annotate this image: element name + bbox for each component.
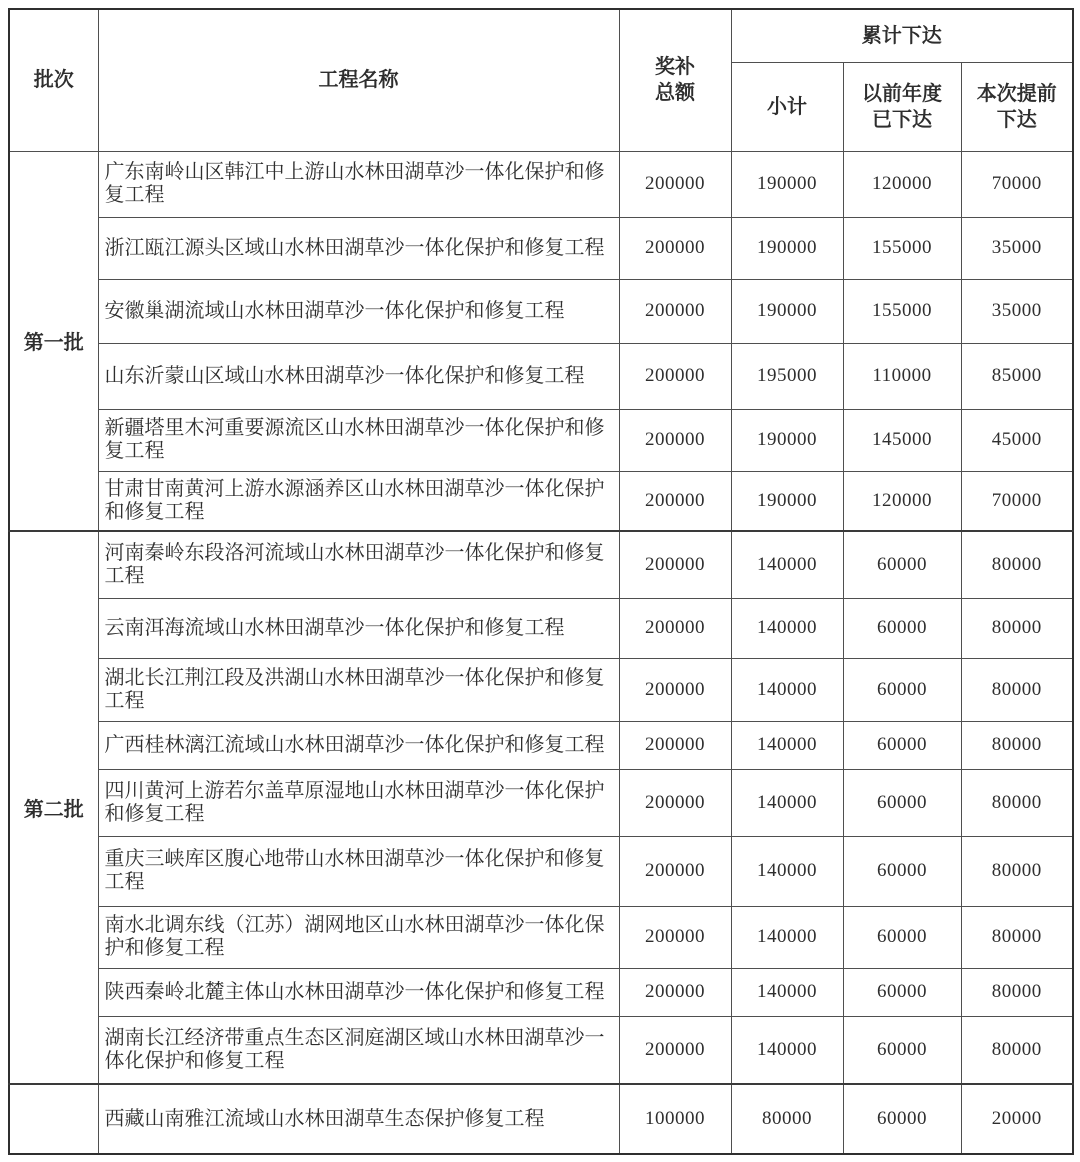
- col-header-current-line2: 下达: [996, 108, 1037, 131]
- total-amount-cell: 200000: [619, 906, 731, 968]
- project-name-cell: 山东沂蒙山区域山水林田湖草沙一体化保护和修复工程: [98, 343, 619, 409]
- current-advance-cell: 80000: [961, 769, 1073, 836]
- subtotal-cell: 190000: [731, 471, 843, 531]
- current-advance-cell: 80000: [961, 721, 1073, 769]
- total-amount-cell: 200000: [619, 151, 731, 217]
- total-amount-cell: 200000: [619, 217, 731, 279]
- current-advance-cell: 80000: [961, 836, 1073, 906]
- project-name-cell: 湖北长江荆江段及洪湖山水林田湖草沙一体化保护和修复工程: [98, 658, 619, 721]
- batch-cell: [9, 1084, 98, 1154]
- table-row: [9, 836, 1073, 906]
- current-advance-cell: 70000: [961, 151, 1073, 217]
- subtotal-cell: 190000: [731, 217, 843, 279]
- subtotal-cell: 80000: [731, 1084, 843, 1154]
- total-amount-cell: 200000: [619, 598, 731, 658]
- project-name-cell: 四川黄河上游若尔盖草原湿地山水林田湖草沙一体化保护和修复工程: [98, 769, 619, 836]
- total-amount-cell: 200000: [619, 968, 731, 1016]
- table-row: [9, 769, 1073, 836]
- table-row: [9, 1016, 1073, 1084]
- project-name-cell: 西藏山南雅江流域山水林田湖草生态保护修复工程: [98, 1084, 619, 1154]
- current-advance-cell: 70000: [961, 471, 1073, 531]
- prior-years-cell: 60000: [843, 1016, 961, 1084]
- subtotal-cell: 195000: [731, 343, 843, 409]
- subtotal-cell: 140000: [731, 906, 843, 968]
- total-amount-cell: 200000: [619, 769, 731, 836]
- subtotal-cell: 140000: [731, 1016, 843, 1084]
- project-name-cell: 新疆塔里木河重要源流区山水林田湖草沙一体化保护和修复工程: [98, 409, 619, 471]
- table-row: [9, 1084, 1073, 1154]
- prior-years-cell: 60000: [843, 1084, 961, 1154]
- project-name-cell: 重庆三峡库区腹心地带山水林田湖草沙一体化保护和修复工程: [98, 836, 619, 906]
- total-amount-cell: 200000: [619, 343, 731, 409]
- project-name-cell: 湖南长江经济带重点生态区洞庭湖区域山水林田湖草沙一体化保护和修复工程: [98, 1016, 619, 1084]
- col-header-prior-years: [843, 62, 961, 151]
- current-advance-cell: 80000: [961, 598, 1073, 658]
- subtotal-cell: 140000: [731, 968, 843, 1016]
- current-advance-cell: 45000: [961, 409, 1073, 471]
- project-name-cell: 广西桂林漓江流域山水林田湖草沙一体化保护和修复工程: [98, 721, 619, 769]
- table-row: [9, 658, 1073, 721]
- table-row: [9, 598, 1073, 658]
- project-name-cell: 安徽巢湖流域山水林田湖草沙一体化保护和修复工程: [98, 279, 619, 343]
- current-advance-cell: 35000: [961, 217, 1073, 279]
- col-header-total-line2: 总额: [655, 82, 695, 105]
- subtotal-cell: 140000: [731, 531, 843, 598]
- prior-years-cell: 120000: [843, 151, 961, 217]
- batch-cell: 第一批: [9, 151, 98, 531]
- project-name-cell: 云南洱海流域山水林田湖草沙一体化保护和修复工程: [98, 598, 619, 658]
- col-header-total: [619, 9, 731, 151]
- prior-years-cell: 60000: [843, 658, 961, 721]
- table-row: [9, 343, 1073, 409]
- subtotal-cell: 190000: [731, 409, 843, 471]
- col-header-cumulative: 累计下达: [731, 9, 1073, 62]
- project-name-cell: 广东南岭山区韩江中上游山水林田湖草沙一体化保护和修复工程: [98, 151, 619, 217]
- col-header-current-advance: [961, 62, 1073, 151]
- project-name-cell: 南水北调东线（江苏）湖网地区山水林田湖草沙一体化保护和修复工程: [98, 906, 619, 968]
- col-header-batch: 批次: [9, 9, 98, 151]
- current-advance-cell: 20000: [961, 1084, 1073, 1154]
- col-header-project-name: 工程名称: [98, 9, 619, 151]
- table-row: [9, 968, 1073, 1016]
- batch-cell: 第二批: [9, 531, 98, 1084]
- total-amount-cell: 100000: [619, 1084, 731, 1154]
- table-row: [9, 471, 1073, 531]
- table-row: [9, 151, 1073, 217]
- subtotal-cell: 140000: [731, 721, 843, 769]
- table-row: [9, 279, 1073, 343]
- total-amount-cell: 200000: [619, 1016, 731, 1084]
- table-row: [9, 531, 1073, 598]
- subtotal-cell: 140000: [731, 598, 843, 658]
- table-row: [9, 906, 1073, 968]
- project-name-cell: 河南秦岭东段洛河流域山水林田湖草沙一体化保护和修复工程: [98, 531, 619, 598]
- prior-years-cell: 60000: [843, 598, 961, 658]
- total-amount-cell: 200000: [619, 721, 731, 769]
- subtotal-cell: 140000: [731, 769, 843, 836]
- prior-years-cell: 60000: [843, 531, 961, 598]
- subsidy-table: [8, 8, 1074, 1155]
- project-name-cell: 甘肃甘南黄河上游水源涵养区山水林田湖草沙一体化保护和修复工程: [98, 471, 619, 531]
- project-name-cell: 浙江瓯江源头区域山水林田湖草沙一体化保护和修复工程: [98, 217, 619, 279]
- table-row: [9, 217, 1073, 279]
- current-advance-cell: 35000: [961, 279, 1073, 343]
- prior-years-cell: 120000: [843, 471, 961, 531]
- prior-years-cell: 155000: [843, 217, 961, 279]
- col-header-prior-line1: 以前年度: [862, 82, 942, 105]
- prior-years-cell: 110000: [843, 343, 961, 409]
- total-amount-cell: 200000: [619, 836, 731, 906]
- col-header-subtotal: 小计: [731, 62, 843, 151]
- prior-years-cell: 60000: [843, 769, 961, 836]
- total-amount-cell: 200000: [619, 531, 731, 598]
- table-row: [9, 409, 1073, 471]
- col-header-current-line1: 本次提前: [976, 82, 1057, 105]
- prior-years-cell: 60000: [843, 906, 961, 968]
- total-amount-cell: 200000: [619, 409, 731, 471]
- current-advance-cell: 80000: [961, 531, 1073, 598]
- prior-years-cell: 155000: [843, 279, 961, 343]
- table-row: [9, 721, 1073, 769]
- total-amount-cell: 200000: [619, 279, 731, 343]
- subtotal-cell: 190000: [731, 279, 843, 343]
- total-amount-cell: 200000: [619, 658, 731, 721]
- current-advance-cell: 80000: [961, 1016, 1073, 1084]
- subtotal-cell: 140000: [731, 836, 843, 906]
- prior-years-cell: 60000: [843, 836, 961, 906]
- prior-years-cell: 60000: [843, 721, 961, 769]
- subtotal-cell: 140000: [731, 658, 843, 721]
- project-name-cell: 陕西秦岭北麓主体山水林田湖草沙一体化保护和修复工程: [98, 968, 619, 1016]
- col-header-total-line1: 奖补: [655, 56, 695, 79]
- prior-years-cell: 60000: [843, 968, 961, 1016]
- current-advance-cell: 80000: [961, 906, 1073, 968]
- total-amount-cell: 200000: [619, 471, 731, 531]
- current-advance-cell: 80000: [961, 968, 1073, 1016]
- col-header-prior-line2: 已下达: [872, 108, 932, 131]
- current-advance-cell: 85000: [961, 343, 1073, 409]
- prior-years-cell: 145000: [843, 409, 961, 471]
- current-advance-cell: 80000: [961, 658, 1073, 721]
- subtotal-cell: 190000: [731, 151, 843, 217]
